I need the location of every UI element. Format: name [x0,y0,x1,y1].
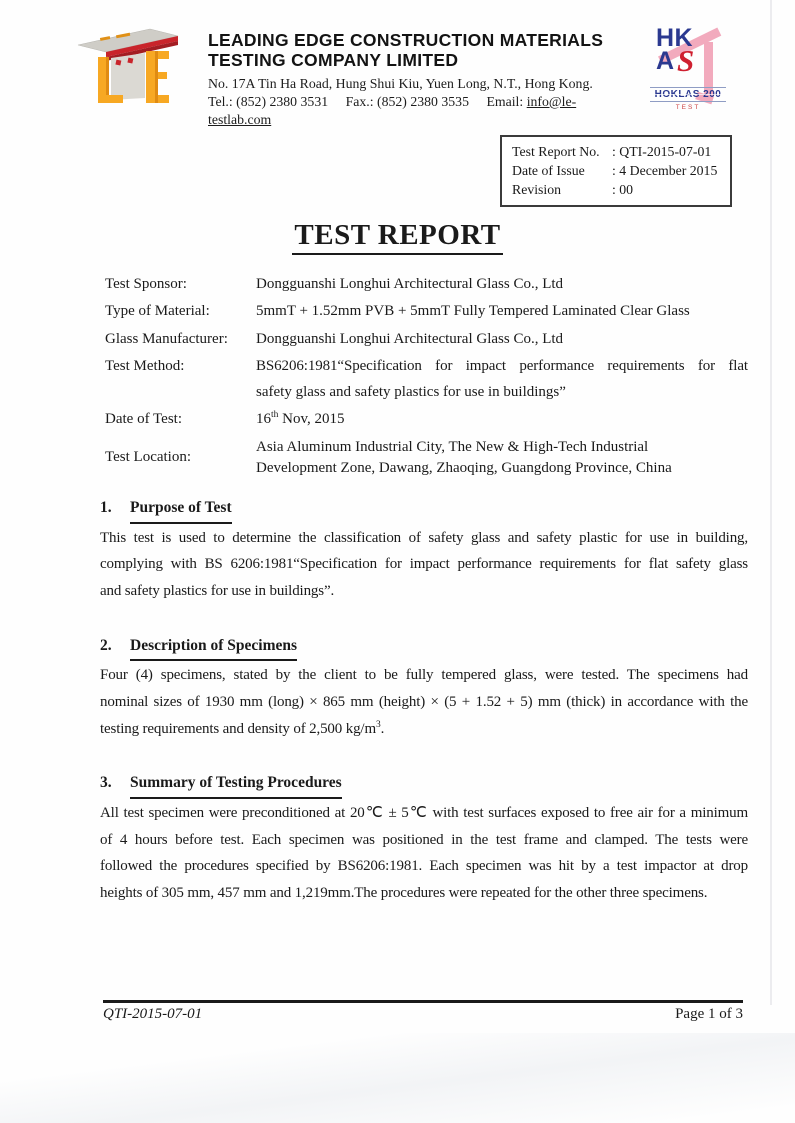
material-row [105,298,748,324]
page-footer [103,1000,743,1023]
footer-report-number: QTI-2015-07-01 [103,1006,203,1022]
specimens-line3 [100,716,748,743]
fax-label: Fax.: (852) 2380 3535 [345,93,469,109]
hkas-letter-a: A [656,47,675,75]
hkas-test-label: TEST [675,104,701,111]
section-procedures-text [100,800,748,907]
email-label: Email: [486,93,524,109]
issue-date-row [512,162,724,181]
section-purpose-number: 1. [100,499,112,516]
report-details [105,271,748,480]
section-procedures-heading [100,769,748,799]
company-address: No. 17A Tin Ha Road, Hung Shui Kiu, Yuen Long, N.T., Hong Kong. [208,75,593,91]
report-number-label: Test Report No. [512,144,600,159]
purpose-line3: and safety plastics for use in buildings”. [100,582,335,599]
report-body [100,494,748,934]
material-label: Type of Material: [105,303,210,320]
procedures-line3: followed the procedures specified by BS6206:1981. Each specimen was hit by a test impactor at drop [100,858,748,875]
test-date-rest: Nov, 2015 [278,411,345,428]
manufacturer-row [105,326,748,352]
specimens-line3-period: . [380,720,385,737]
location-row [105,437,748,479]
manufacturer-value: Dongguanshi Longhui Architectural Glass Co., Ltd [256,330,564,347]
method-row [105,353,748,406]
sponsor-label: Test Sponsor: [105,276,187,292]
section-specimens-heading [100,632,748,662]
purpose-line1: This test is used to determine the classification of safety glass and safety plastic for use in building, [100,529,748,546]
location-label: Test Location: [105,449,192,466]
hkas-letters-hk: HK [656,24,694,52]
page-title: TEST REPORT [292,219,502,255]
scan-shadow-artifact [0,1033,795,1123]
company-contact-line [208,93,638,129]
test-date-label: Date of Test: [105,411,182,428]
section-procedures-number: 3. [100,774,112,792]
specimens-line3-exponent: 3 [375,719,381,730]
location-value [256,437,748,479]
report-info-box [500,135,732,207]
sponsor-row [105,271,748,297]
email-link[interactable]: info@le-testlab.com [208,93,577,127]
company-header [208,31,638,129]
section-specimens [100,632,748,743]
tel-label: Tel.: (852) 2380 3531 [208,93,329,109]
section-purpose-heading [100,494,748,524]
manufacturer-label: Glass Manufacturer: [105,330,228,347]
procedures-line2: of 4 hours before test. Each specimen was positioned in the test frame and clamped. The tests were [100,831,748,848]
test-date-row [105,406,748,432]
section-purpose-title: Purpose of Test [130,494,232,524]
purpose-line2: complying with BS 6206:1981“Specification for impact performance requirements for flat safety glass [100,556,748,573]
scan-edge-artifact [770,0,772,1005]
section-purpose-text [100,525,748,605]
location-value-line2: Development Zone, Dawang, Zhaoqing, Guangdong Province, China [256,459,672,476]
procedures-line4: heights of 305 mm, 457 mm and 1,219mm.The procedures were repeated for the other three specimens. [100,884,708,901]
specimens-line1: Four (4) specimens, stated by the client to be fully tempered glass, were tested. The specimens had [100,667,748,684]
title-container [0,219,795,255]
hkas-letter-s: S [677,43,695,78]
specimens-line2: nominal sizes of 1930 mm (long) × 865 mm (height) × (5 + 1.52 + 5) mm (thick) in accordance with the [100,693,748,710]
section-procedures [100,769,748,906]
method-value-line2: safety glass and safety plastics for use in buildings” [256,384,566,400]
method-value [256,353,748,406]
footer-page-number: Page 1 of 3 [675,1006,743,1022]
location-value-line1: Asia Aluminum Industrial City, The New & High-Tech Industrial [256,438,649,455]
footer-divider [103,1000,743,1003]
revision-value: : 00 [612,181,634,197]
specimens-line3-text: testing requirements and density of 2,500 kg/m [100,720,376,737]
section-specimens-text [100,662,748,742]
company-name-line1: LEADING EDGE CONSTRUCTION MATERIALS [208,30,604,50]
revision-row [512,181,724,200]
report-number-row [512,143,724,162]
hkas-accreditation-logo [644,24,732,126]
section-specimens-title: Description of Specimens [130,632,297,662]
company-name-line2: TESTING COMPANY LIMITED [208,49,459,70]
test-date-day: 16 [256,411,271,428]
test-date-ordinal: th [271,410,279,421]
method-label: Test Method: [105,357,185,374]
sponsor-value: Dongguanshi Longhui Architectural Glass Co., Ltd [256,276,564,292]
company-logo [72,24,184,110]
method-value-line1: BS6206:1981“Specification for impact performance requirements for flat [256,357,748,374]
footer-text-row [103,1006,743,1023]
material-value: 5mmT + 1.52mm PVB + 5mmT Fully Tempered Laminated Clear Glass [256,303,690,320]
section-procedures-title: Summary of Testing Procedures [130,769,342,799]
test-date-value [256,406,748,432]
issue-date-label: Date of Issue [512,162,585,178]
company-logo-icon [72,24,184,110]
report-number-value: : QTI-2015-07-01 [612,144,712,159]
section-specimens-number: 2. [100,636,112,654]
revision-label: Revision [512,181,562,197]
issue-date-value: : 4 December 2015 [612,162,718,178]
section-purpose [100,494,748,605]
procedures-line1: All test specimen were preconditioned at 20℃ ± 5℃ with test surfaces exposed to free air for a minimum [100,804,748,821]
hkas-scheme-label: HOKLAS 200 [650,87,726,102]
